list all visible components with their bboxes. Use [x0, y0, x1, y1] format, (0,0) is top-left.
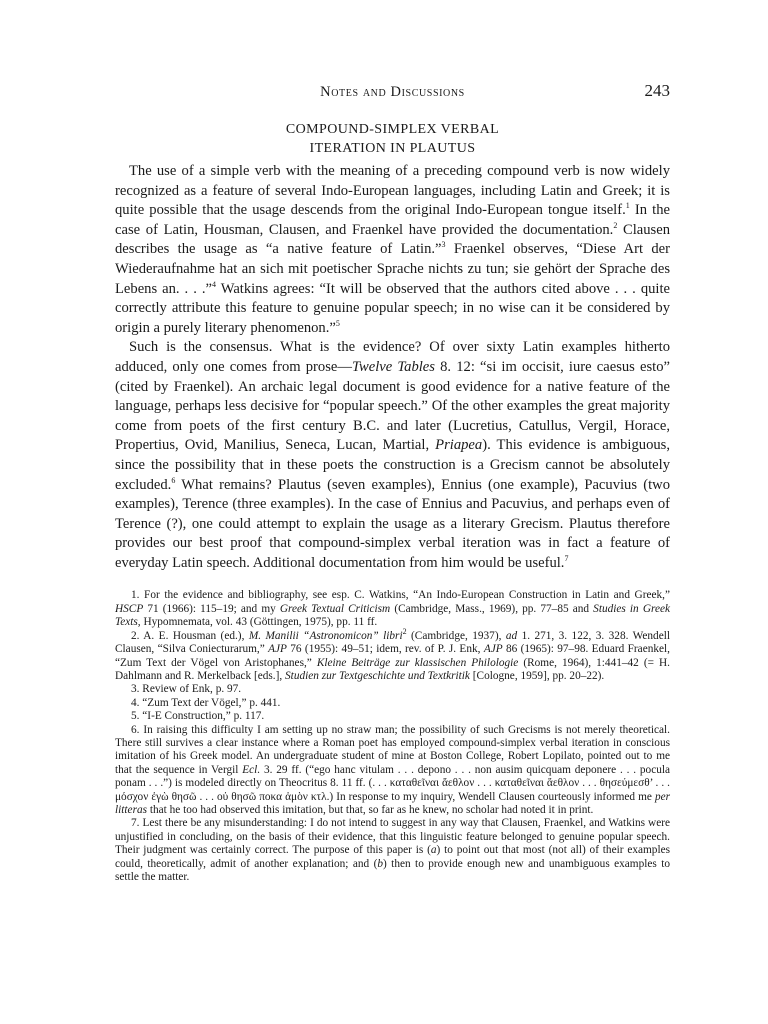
paragraph-1-text-c: Clausen describes the usage as “a native feature of Latin.” — [115, 221, 670, 258]
footnote-ref-2: 2 — [613, 220, 618, 230]
paragraph-1 — [115, 162, 670, 338]
footnote-1-book: Greek Textual Criticism — [279, 602, 391, 615]
footnote-7-text: ) to point out that most (not all) of their examples could, theoretically, admit of another explanation; and ( — [115, 844, 670, 870]
article-title — [115, 120, 670, 158]
paragraph-2-title-twelve-tables: Twelve Tables — [351, 358, 435, 375]
paragraph-2-text-c: 8. 12: “si im occisit, iure caesus esto” (cited by Fraenkel). An archaic legal document is good evidence for a native feature of the language, perhaps less decisive for “popular speech.” Of the other examples the great majority come from poets of the first century B.C. and later (Lucretius, Catullus, Vergil, Horace, Propertius, Ovid, Manilius, Seneca, Lucan, Martial, — [115, 358, 670, 454]
footnote-4: 4. “Zum Text der Vögel,” p. 441. — [131, 696, 281, 709]
footnote-5: 5. “I-E Construction,” p. 117. — [131, 710, 265, 723]
article-title-line-1: COMPOUND-SIMPLEX VERBAL — [285, 122, 500, 137]
body-text — [115, 162, 670, 573]
footnote-7-text: ) then to provide enough new and unambiguous examples to settle the matter. — [115, 857, 670, 883]
paragraph-1-text-d: Fraenkel observes, “Diese Art der Wiederaufnahme hat an sich mit poetischer Sprache nichts zu tun; sie gehört der Sprache des Lebens an. . . .” — [115, 241, 670, 297]
footnote-2-edition: 2 — [402, 626, 407, 636]
footnote-1 — [115, 589, 670, 629]
footnote-1-book: Studies in Greek Texts, — [115, 602, 671, 629]
footnote-7-text: 7. Lest there be any misunderstanding: I do not intend to suggest in any way that Clausen, Fraenkel, and Watkins were unjustified in concluding, on the basis of their evidence, that this linguistic feature belonged to genuine popular speech. Their judgment was certainly correct. The purpose of this paper is ( — [115, 817, 670, 857]
footnote-ref-5: 5 — [335, 318, 340, 328]
running-title: Notes and Discussions — [320, 84, 465, 100]
footnote-6-text: 6. In raising this difficulty I am setting up no straw man; the possibility of such Grecisms is not merely theoretical. There still survives a clear instance where a Roman poet has employed compound-simplex verbal iteration in conscious imitation of his Greek model. An undergraduate student of mine at Boston College, Robert Lopilato, pointed out to me that the sequence in Vergil — [115, 723, 670, 776]
footnote-7 — [115, 817, 670, 884]
footnote-6-text: that he too had observed this imitation, but that, so far as he knew, no scholar had noted it in print. — [147, 803, 594, 816]
footnote-2-title: M. Manilii “Astronomicon” libri — [248, 629, 403, 642]
footnote-2 — [115, 626, 670, 684]
footnote-1-text: 1. For the evidence and bibliography, see esp. C. Watkins, “An Indo-European Construction in Latin and Greek,” — [131, 589, 670, 602]
paragraph-2-text-e: ). This evidence is ambiguous, since the possibility that in these poets the construction is a Grecism cannot be absolutely excluded. — [115, 437, 670, 493]
page-number: 243 — [644, 81, 670, 100]
footnote-2-text: (Cambridge, 1937), — [406, 629, 506, 642]
footnote-1-text: (Cambridge, Mass., 1969), pp. 77–85 and — [390, 602, 594, 615]
footnote-3: 3. Review of Enk, p. 97. — [131, 683, 242, 696]
article-title-line-2: ITERATION IN PLAUTUS — [309, 141, 476, 156]
footnote-6 — [115, 724, 670, 818]
footnote-6-per-litteras: per litteras — [115, 790, 670, 816]
paragraph-1-text-e: Watkins agrees: “It will be observed that the authors cited above . . . quite correctly attribute this feature to genuine popular speech; in no wise can it be considered by origin a purely literary phenomenon.” — [115, 280, 670, 336]
footnote-1-text: 71 (1966): 115–19; and my — [143, 602, 280, 615]
paragraph-2 — [115, 338, 670, 573]
footnote-2-title: Kleine Beiträge zur klassischen Philologie — [316, 656, 519, 669]
footnote-ref-1: 1 — [625, 201, 630, 211]
footnote-1-text: Hypomnemata, vol. 43 (Göttingen, 1975), pp. 11 ff. — [140, 616, 378, 629]
running-head — [115, 81, 670, 106]
paragraph-2-text-a: Such is the consensus. What is the evidence? Of over sixty Latin examples hitherto adduced, only one comes from prose— — [115, 339, 670, 375]
footnote-ref-7: 7 — [564, 554, 569, 564]
footnote-7-b: b — [377, 857, 383, 870]
footnote-7-a: a — [430, 844, 437, 857]
footnote-2-ad: ad — [505, 629, 518, 642]
paragraph-2-text-f: What remains? Plautus (seven examples), Ennius (one example), Pacuvius (two examples), Terence (three examples). In the case of Ennius and Pacuvius, and perhaps even of Terence (?), one could attempt to explain the usage as a literary Grecism. Plautus therefore provides our best proof that compound-simplex verbal iteration was in fact a feature of everyday Latin speech. Additional documentation from him would be useful. — [115, 476, 670, 571]
footnote-2-journal: AJP — [483, 643, 503, 656]
footnote-2-text: 86 (1965): 97–98. Eduard Fraenkel, “Zum Text der Vögel von Aristophanes,” — [115, 643, 670, 669]
footnotes — [115, 589, 670, 884]
footnote-2-text: (Rome, 1964), 1:441–42 (= H. Dahlmann and R. Merkelback [eds.], — [115, 656, 670, 682]
footnote-2-text: 76 (1955): 49–51; idem, rev. of P. J. Enk, — [286, 643, 484, 656]
journal-page — [115, 81, 671, 884]
paragraph-1-text-a: The use of a simple verb with the meaning of a preceding compound verb is now widely recognized as a feature of several Indo-European languages, including Latin and Greek; it is quite possible that the usage descends from the original Indo-European tongue itself. — [115, 163, 670, 219]
footnote-2-journal: AJP — [268, 643, 287, 656]
footnote-2-title: Studien zur Textgeschichte und Textkritik — [285, 669, 470, 682]
footnote-2-text: 2. A. E. Housman (ed.), — [131, 629, 249, 642]
paragraph-2-title-priapea: Priapea — [435, 437, 483, 454]
footnote-ref-4: 4 — [211, 279, 216, 289]
footnote-ref-6: 6 — [171, 475, 176, 485]
footnote-2-text: [Cologne, 1959], pp. 20–22). — [469, 669, 605, 682]
footnote-6-ecl: Ecl. — [242, 763, 261, 776]
paragraph-1-text-b: In the case of Latin, Housman, Clausen, and Fraenkel have provided the documentation. — [115, 202, 670, 238]
footnote-2-text: 1. 271, 3. 122, 3. 328. Wendell Clausen, “Silva Coniecturarum,” — [115, 629, 670, 656]
footnote-1-journal: HSCP — [115, 602, 144, 615]
footnote-ref-3: 3 — [441, 240, 446, 250]
footnote-6-text: 3. 29 ff. (“ego hanc vitulam . . . depono . . . non ausim quicquam deponere . . . pocula ponam . . .”) is modeled directly on Theocritus 8. 11 ff. (. . . καταθεῖναι ἄεθλον . . . καταθεῖναι ἄεθλον . . . θησεύμεσθ’ . . . μόσχον ἐγὼ θησῶ . . . οὐ θησῶ ποκα ἀμὸν κτλ.) In response to my inquiry, Wendell Clausen courteously informed me — [115, 763, 671, 803]
